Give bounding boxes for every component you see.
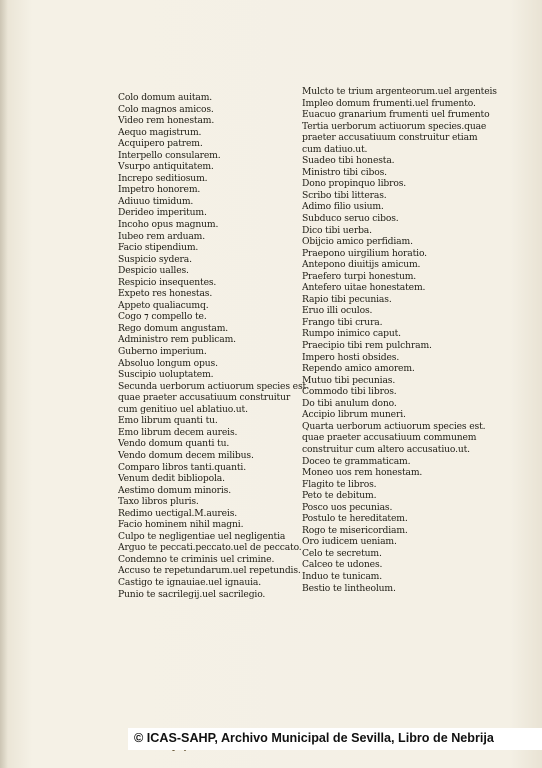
text-line: Scribo tibi litteras. bbox=[302, 189, 387, 201]
text-line: Adimo filio usium. bbox=[302, 201, 384, 213]
text-line: Impleo domum frumenti.uel frumento. bbox=[302, 97, 476, 109]
text-line: Ministro tibi cibos. bbox=[302, 166, 387, 178]
text-line: Suscipio uoluptatem. bbox=[118, 369, 214, 381]
text-line: Administro rem publicam. bbox=[118, 334, 236, 346]
text-line: Rependo amico amorem. bbox=[302, 363, 415, 375]
text-line: Accuso te repetundarum.uel repetundis. bbox=[118, 565, 301, 577]
text-line: Culpo te negligentiae uel negligentia bbox=[118, 530, 286, 542]
text-line: Facio hominem nihil magni. bbox=[118, 519, 244, 531]
text-line: Bestio te lintheolum. bbox=[302, 582, 396, 594]
text-line: Eruo illi oculos. bbox=[302, 305, 373, 317]
text-line: Secunda uerborum actiuorum species est bbox=[118, 380, 307, 392]
text-line: Obijcio amico perfidiam. bbox=[302, 236, 413, 248]
right-text-column bbox=[302, 86, 497, 594]
text-line: Doceo te grammaticam. bbox=[302, 455, 411, 467]
copyright-credit: © ICAS-SAHP, Archivo Municipal de Sevilla, Libro de Nebrija bbox=[134, 731, 494, 745]
text-line: Interpello consularem. bbox=[118, 149, 221, 161]
text-line: Increpo seditiosum. bbox=[118, 172, 208, 184]
text-line: cum datiuo.ut. bbox=[302, 143, 368, 155]
left-text-column bbox=[118, 92, 306, 600]
text-line: Redimo uectigal.M.aureis. bbox=[118, 507, 238, 519]
text-line: Praecipio tibi rem pulchram. bbox=[302, 340, 432, 352]
text-line: Antepono diuitijs amicum. bbox=[302, 259, 421, 271]
text-line: quae praeter accusatiuum communem bbox=[302, 432, 477, 444]
text-line: Induo te tunicam. bbox=[302, 570, 383, 582]
text-line: Adiuuo timidum. bbox=[118, 195, 194, 207]
text-line: Euacuo granarium frumenti uel frumento bbox=[302, 109, 490, 121]
binding-shadow bbox=[0, 0, 8, 768]
text-line: Punio te sacrilegij.uel sacrilegio. bbox=[118, 588, 266, 600]
text-line: Do tibi anulum dono. bbox=[302, 397, 397, 409]
text-line: Praefero turpi honestum. bbox=[302, 270, 417, 282]
text-line: Colo magnos amicos. bbox=[118, 103, 214, 115]
text-line: Calceo te udones. bbox=[302, 559, 383, 571]
text-line: Emo librum quanti tu. bbox=[118, 415, 218, 427]
text-line: Oro iudicem ueniam. bbox=[302, 536, 397, 548]
text-line: Facio stipendium. bbox=[118, 242, 199, 254]
text-line: Impetro honorem. bbox=[118, 184, 201, 196]
text-line: Aestimo domum minoris. bbox=[118, 484, 232, 496]
text-line: Postulo te hereditatem. bbox=[302, 513, 408, 525]
text-line: Aequo magistrum. bbox=[118, 126, 202, 138]
text-line: Moneo uos rem honestam. bbox=[302, 467, 423, 479]
text-line: quae praeter accusatiuum construitur bbox=[118, 392, 291, 404]
text-line: Colo domum auitam. bbox=[118, 92, 213, 103]
text-line: Flagito te libros. bbox=[302, 478, 377, 490]
text-line: Celo te secretum. bbox=[302, 547, 382, 559]
text-line: Arguo te peccati.peccato.uel de peccato. bbox=[118, 542, 302, 554]
text-line: Comparo libros tanti.quanti. bbox=[118, 461, 246, 473]
text-line: Derideo imperitum. bbox=[118, 207, 207, 219]
text-line: Tertia uerborum actiuorum species.quae bbox=[302, 120, 487, 132]
text-line: Peto te debitum. bbox=[302, 490, 377, 502]
text-line: Accipio librum muneri. bbox=[302, 409, 406, 421]
text-line: Absoluo longum opus. bbox=[118, 357, 218, 369]
text-line: Quarta uerborum actiuorum species est. bbox=[302, 420, 486, 432]
text-line: Posco uos pecunias. bbox=[302, 501, 393, 513]
text-line: Antefero uitae honestatem. bbox=[302, 282, 426, 294]
text-line: Impero hosti obsides. bbox=[302, 351, 400, 363]
text-line: Rumpo inimico caput. bbox=[302, 328, 401, 340]
text-line: Cogo ⁊ compello te. bbox=[118, 311, 207, 323]
text-line: Vsurpo antiquitatem. bbox=[118, 161, 214, 173]
text-line: construitur cum altero accusatiuo.ut. bbox=[302, 443, 470, 455]
text-line: Vendo domum decem milibus. bbox=[118, 449, 254, 461]
text-line: Guberno imperium. bbox=[118, 346, 207, 358]
text-line: Emo librum decem aureis. bbox=[118, 426, 238, 438]
text-line: Video rem honestam. bbox=[118, 115, 215, 127]
text-line: praeter accusatiuum construitur etiam bbox=[302, 132, 478, 144]
text-line: Commodo tibi libros. bbox=[302, 386, 397, 398]
text-line: Frango tibi crura. bbox=[302, 316, 383, 328]
text-line: Dico tibi uerba. bbox=[302, 224, 372, 236]
text-line: Subduco seruo cibos. bbox=[302, 213, 399, 225]
text-line: Appeto qualiacumq. bbox=[118, 299, 209, 311]
text-line: Taxo libros pluris. bbox=[118, 496, 199, 508]
text-line: Dono propinquo libros. bbox=[302, 178, 407, 190]
text-line: Rego domum angustam. bbox=[118, 322, 229, 334]
text-line: Rogo te misericordiam. bbox=[302, 524, 408, 536]
text-line: Expeto res honestas. bbox=[118, 288, 213, 300]
text-line: Despicio ualles. bbox=[118, 265, 189, 277]
text-line: Venum dedit bibliopola. bbox=[118, 473, 225, 485]
text-line: Praepono uirgilium horatio. bbox=[302, 247, 427, 259]
text-line: Suspicio sydera. bbox=[118, 253, 192, 265]
text-line: Iubeo rem arduam. bbox=[118, 230, 206, 242]
text-line: Condemno te criminis uel crimine. bbox=[118, 553, 275, 565]
text-line: Acquipero patrem. bbox=[118, 138, 203, 150]
text-line: Suadeo tibi honesta. bbox=[302, 155, 395, 167]
text-line: Mulcto te trium argenteorum.uel argenteis bbox=[302, 86, 497, 97]
text-line: Vendo domum quanti tu. bbox=[118, 438, 230, 450]
text-line: Rapio tibi pecunias. bbox=[302, 293, 392, 305]
text-line: Castigo te ignauiae.uel ignauia. bbox=[118, 576, 262, 588]
text-line: cum genitiuo uel ablatiuo.ut. bbox=[118, 403, 248, 415]
text-line: Respicio insequentes. bbox=[118, 276, 217, 288]
text-line: Incoho opus magnum. bbox=[118, 219, 219, 231]
text-line: Mutuo tibi pecunias. bbox=[302, 374, 396, 386]
